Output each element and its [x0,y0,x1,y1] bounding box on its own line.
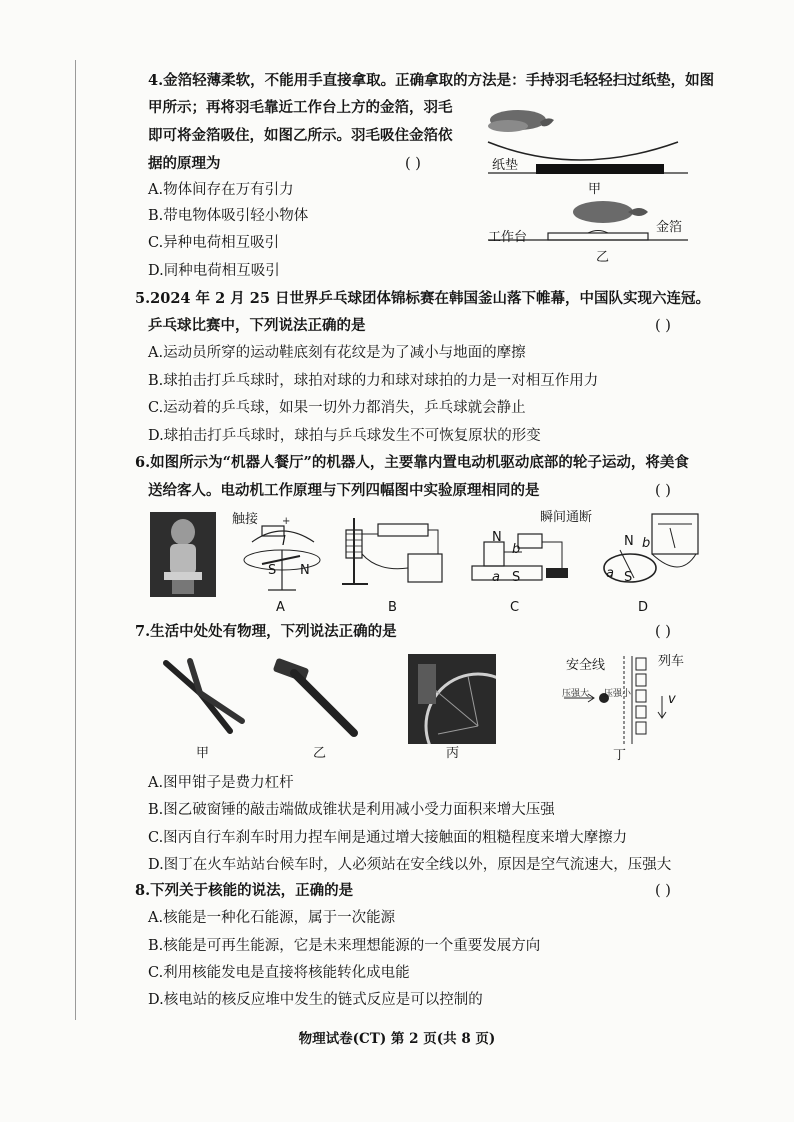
q8-answer-paren[interactable]: ( ) [655,883,671,899]
q5-option-b: B.球拍击打乒乓球时，球拍对球的力和球对球拍的力是一对相互作用力 [148,373,599,389]
q4-option-d: D.同种电荷相互吸引 [148,263,280,279]
q5-stem-line-1: 5.2024 年 2 月 25 日世界乒乓球团体锦标赛在韩国釜山落下帷幕，中国队实现六连冠。 [135,290,710,307]
q7-option-b: B.图乙破窗锤的敲击端做成锥状是利用减小受力面积来增大压强 [148,802,555,818]
q4-answer-paren[interactable]: ( ) [405,156,421,172]
q7-label-velocity: v [668,692,676,707]
q6-figure-b-electromagnet [338,512,448,600]
q8-option-c: C.利用核能发电是直接将核能转化成电能 [148,965,410,981]
q7-caption-jia: 甲 [196,746,210,761]
q8-option-d: D.核电站的核反应堆中发生的链式反应是可以控制的 [148,992,483,1008]
q4-label-paper-pad: 纸垫 [492,158,519,173]
q5-option-d: D.球拍击打乒乓球时，球拍与乒乓球发生不可恢复原状的形变 [148,428,541,444]
q7-option-c: C.图丙自行车刹车时用力捏车闸是通过增大接触面的粗糙程度来增大摩擦力 [148,830,628,846]
q5-option-a: A.运动员所穿的运动鞋底刻有花纹是为了减小与地面的摩擦 [148,345,526,361]
q7-caption-yi: 乙 [313,746,327,761]
q4-label-worktable: 工作台 [488,230,528,245]
q6-d-label-N: N [624,534,634,549]
q6-a-label-N: N [300,563,310,578]
bicycle-brake-photo [408,654,496,744]
q7-label-pressure-small: 压强小 [604,689,632,699]
q6-c-label-a: a [492,570,500,585]
q7-stem-line-1: 7.生活中处处有物理，下列说法正确的是 [135,623,397,640]
q4-stem-line-2: 甲所示；再将羽毛靠近工作台上方的金箔，羽毛 [148,99,453,116]
pliers-icon [160,655,250,735]
q6-caption-c: C [510,600,520,615]
q6-answer-paren[interactable]: ( ) [655,483,671,499]
q4-label-gold-foil: 金箔 [656,220,683,235]
q6-c-label-b: b [512,542,521,557]
q6-d-label-S: S [624,570,633,585]
q4-option-c: C.异种电荷相互吸引 [148,235,280,251]
q6-label-touch: 触接 [232,512,259,527]
window-hammer-icon [268,655,368,740]
q7-option-d: D.图丁在火车站站台候车时，人必须站在安全线以外，原因是空气流速大，压强大 [148,857,672,873]
work-table [548,233,648,240]
q4-caption-yi: 乙 [596,250,610,265]
feather-top-icon [488,110,554,132]
q6-stem-line-1: 6.如图所示为“机器人餐厅”的机器人，主要靠内置电动机驱动底部的轮子运动，将美食 [135,454,689,471]
q8-option-a: A.核能是一种化石能源，属于一次能源 [148,910,396,926]
q8-option-b: B.核能是可再生能源，它是未来理想能源的一个重要发展方向 [148,938,541,954]
page-footer: 物理试卷(CT) 第 2 页(共 8 页) [298,1031,496,1047]
battery-icon [518,534,542,548]
q7-caption-bing: 丙 [446,746,460,761]
q8-stem-line-1: 8.下列关于核能的说法，正确的是 [135,882,354,899]
q6-c-label-S: S [512,570,521,585]
q4-stem-line-1: 4.金箔轻薄柔软，不能用手直接拿取。正确拿取的方法是：手持羽毛轻轻扫过纸垫，如图 [148,72,715,89]
q6-c-label-N: N [492,530,502,545]
q7-label-safety-line: 安全线 [566,658,606,673]
q6-stem-line-2: 送给客人。电动机工作原理与下列四幅图中实验原理相同的是 [148,482,540,499]
binding-margin-line [75,60,76,1020]
q7-label-train: 列车 [658,654,685,669]
q6-label-instant: 瞬间通断 [540,510,593,525]
q4-stem-line-3: 即可将金箔吸住，如图乙所示。羽毛吸住金箔依 [148,127,453,144]
ammeter-icon [408,554,442,582]
q5-answer-paren[interactable]: ( ) [655,318,671,334]
q4-caption-jia: 甲 [588,182,602,197]
q6-caption-b: B [388,600,397,615]
q7-option-a: A.图甲钳子是费力杠杆 [148,775,294,791]
q6-label-current-I: I [282,534,286,549]
feather-bottom-icon [573,201,648,223]
robot-waiter-photo [150,512,216,597]
q4-option-a: A.物体间存在万有引力 [148,182,294,198]
q7-label-pressure-big: 压强大 [562,689,590,699]
q6-caption-a: A [276,600,285,615]
q4-stem-line-4: 据的原理为 [148,155,221,172]
q6-d-label-b: b [642,536,651,551]
battery-icon [378,524,428,536]
q7-caption-ding: 丁 [613,748,627,763]
svg-text:+: + [282,516,291,527]
q6-d-label-a: a [606,566,614,581]
q7-answer-paren[interactable]: ( ) [655,624,671,640]
switch-icon [546,568,568,578]
q5-option-c: C.运动着的乒乓球，如果一切外力都消失，乒乓球就会静止 [148,400,526,416]
q6-a-label-S: S [268,563,277,578]
q6-figure-d-generator [600,510,710,600]
q5-stem-line-2: 乒乓球比赛中，下列说法正确的是 [148,317,366,334]
paper-pad [536,164,664,174]
q4-option-b: B.带电物体吸引轻小物体 [148,208,309,224]
q6-caption-d: D [638,600,649,615]
